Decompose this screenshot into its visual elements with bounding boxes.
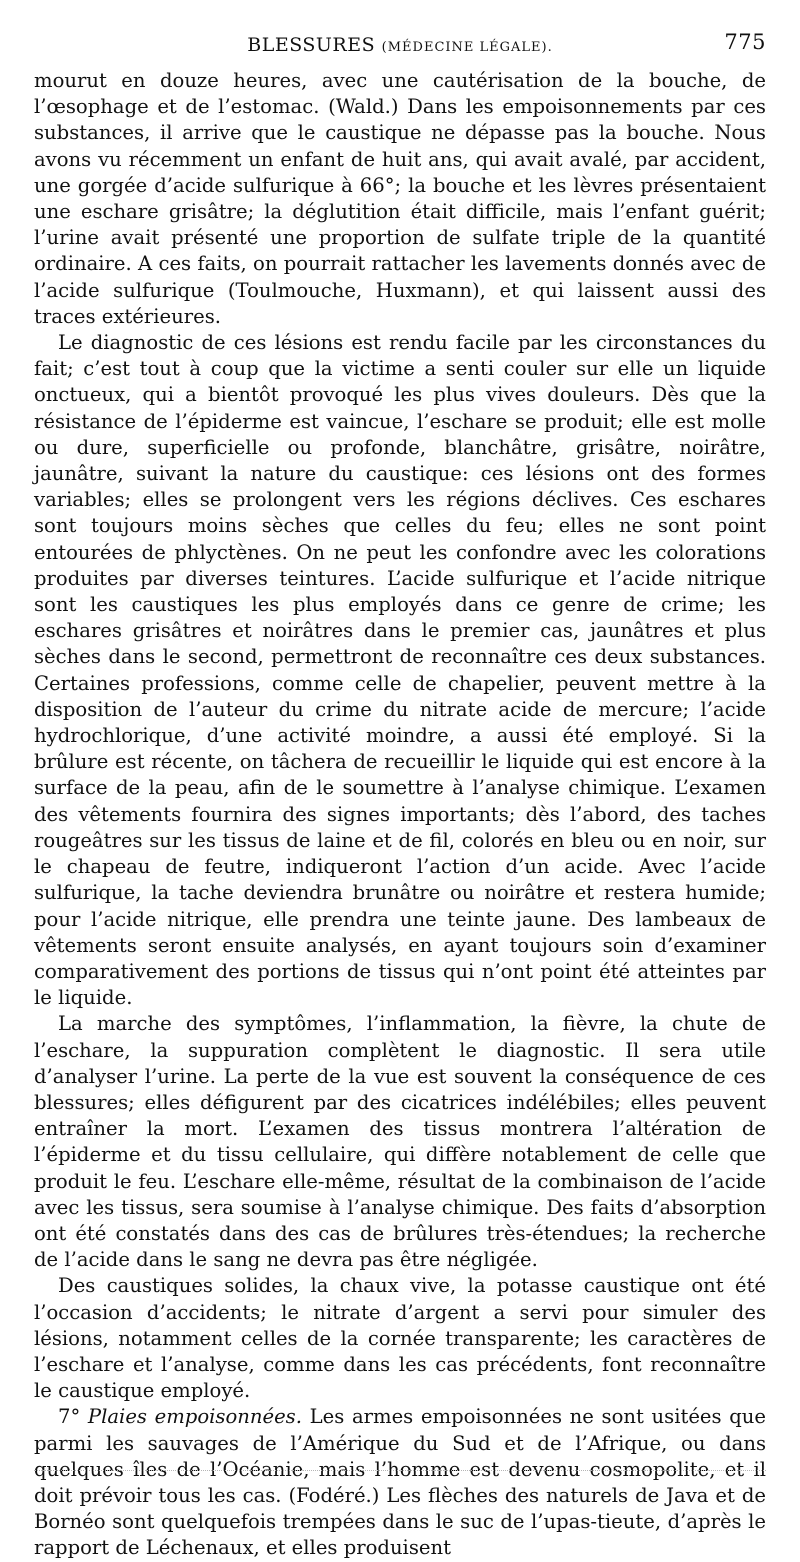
paragraph-2: Le diagnostic de ces lésions est rendu facile par les circonstances du fait; c’est tout à coup que la victime a senti couler sur elle un liquide onctueux, qui a bientôt provoqué les plus vives douleurs. Dès que la résistance de l’épiderme est vaincue, l’eschare se produit; elle est molle ou dure, superficielle ou profonde, blanchâtre, grisâtre, noirâtre, jaunâtre, suivant la nature du caustique: ces lésions ont des formes variables; elles se prolongent vers les régions déclives. Ces eschares sont toujours moins sèches que celles du feu; elles ne sont point entourées de phlyctènes. On ne peut les confondre avec les colorations produites par diverses teintures. L’acide sulfurique et l’acide nitrique sont les caustiques les plus employés dans ce genre de crime; les eschares grisâtres et noirâtres dans le premier cas, jaunâtres et plus sèches dans le second, permettront de reconnaître ces deux substances. Certaines professions, comme celle de chapelier, peuvent mettre à la disposition de l’auteur du crime du nitrate acide de mercure; l’acide hydrochlorique, d’une activité moindre, a aussi été employé. Si la brûlure est récente, on tâchera de recueillir le liquide qui est encore à la surface de la peau, afin de le soumettre à l’analyse chimique. L’examen des vêtements fournira des signes importants; dès l’abord, des taches rougeâtres sur les tissus de laine et de fil, colorés en bleu ou en noir, sur le chapeau de feutre, indiqueront l’action d’un acide. Avec l’acide sulfurique, la tache deviendra brunâtre ou noirâtre et restera humide; pour l’acide nitrique, elle prendra une teinte jaune. Des lambeaux de vêtements seront ensuite analysés, en ayant toujours soin d’examiner comparativement des portions de tissus qui n’ont point été atteintes par le liquide. [34, 331, 766, 1010]
page [34, 28, 766, 1562]
paragraph-3: La marche des symptômes, l’inflammation, la fièvre, la chute de l’eschare, la suppuration complètent le diagnostic. Il sera utile d’analyser l’urine. La perte de la vue est souvent la conséquence de ces blessures; elles défigurent par des cicatrices indélébiles; elles peuvent entraîner la mort. L’examen des tissus montrera l’altération de l’épiderme et du tissu cellulaire, qui diffère notablement de celle que produit le feu. L’eschare elle-même, résultat de la combinaison de l’acide avec les tissus, sera soumise à l’analyse chimique. Des faits d’absorption ont été constatés dans des cas de brûlures très-étendues; la recherche de l’acide dans le sang ne devra pas être négligée. [34, 1012, 766, 1272]
paragraph-4: Des caustiques solides, la chaux vive, la potasse caustique ont été l’occasion d’accidents; le nitrate d’argent a servi pour simuler des lésions, notamment celles de la cornée transparente; les caractères de l’eschare et l’analyse, comme dans les cas précédents, font reconnaître le caustique employé. [34, 1274, 766, 1403]
running-title-main: BLESSURES [247, 34, 376, 56]
section-7-paragraph [34, 1404, 766, 1561]
running-title [34, 34, 766, 56]
section-7-number: 7° [58, 1405, 81, 1429]
running-header [34, 28, 766, 68]
section-7-heading: Plaies empoisonnées. [87, 1405, 302, 1429]
body-text [34, 68, 766, 1562]
running-title-subtitle: (MÉDECINE LÉGALE). [381, 40, 553, 55]
section-7-text: Les armes empoisonnées ne sont usitées que parmi les sauvages de l’Amérique du Sud et de l’Afrique, ou dans quelques îles de l’Océanie, mais l’homme est devenu cosmopolite, et il doit prévoir tous les cas. (Fodéré.) Les flèches des naturels de Java et de Bornéo sont quelquefois trempées dans le suc de l’upas-tieute, d’après le rapport de Léchenaux, et elles produisent [34, 1405, 766, 1560]
footer-divider [34, 1470, 766, 1471]
paragraph-1: mourut en douze heures, avec une cautérisation de la bouche, de l’œsophage et de l’estomac. (Wald.) Dans les empoisonnements par ces substances, il arrive que le caustique ne dépasse pas la bouche. Nous avons vu récemment un enfant de huit ans, qui avait avalé, par accident, une gorgée d’acide sulfurique à 66°; la bouche et les lèvres présentaient une eschare grisâtre; la déglutition était difficile, mais l’enfant guérit; l’urine avait présenté une proportion de sulfate triple de la quantité ordinaire. A ces faits, on pourrait rattacher les lavements donnés avec de l’acide sulfurique (Toulmouche, Huxmann), et qui laissent aussi des traces extérieures. [34, 69, 766, 328]
page-number: 775 [724, 30, 766, 54]
